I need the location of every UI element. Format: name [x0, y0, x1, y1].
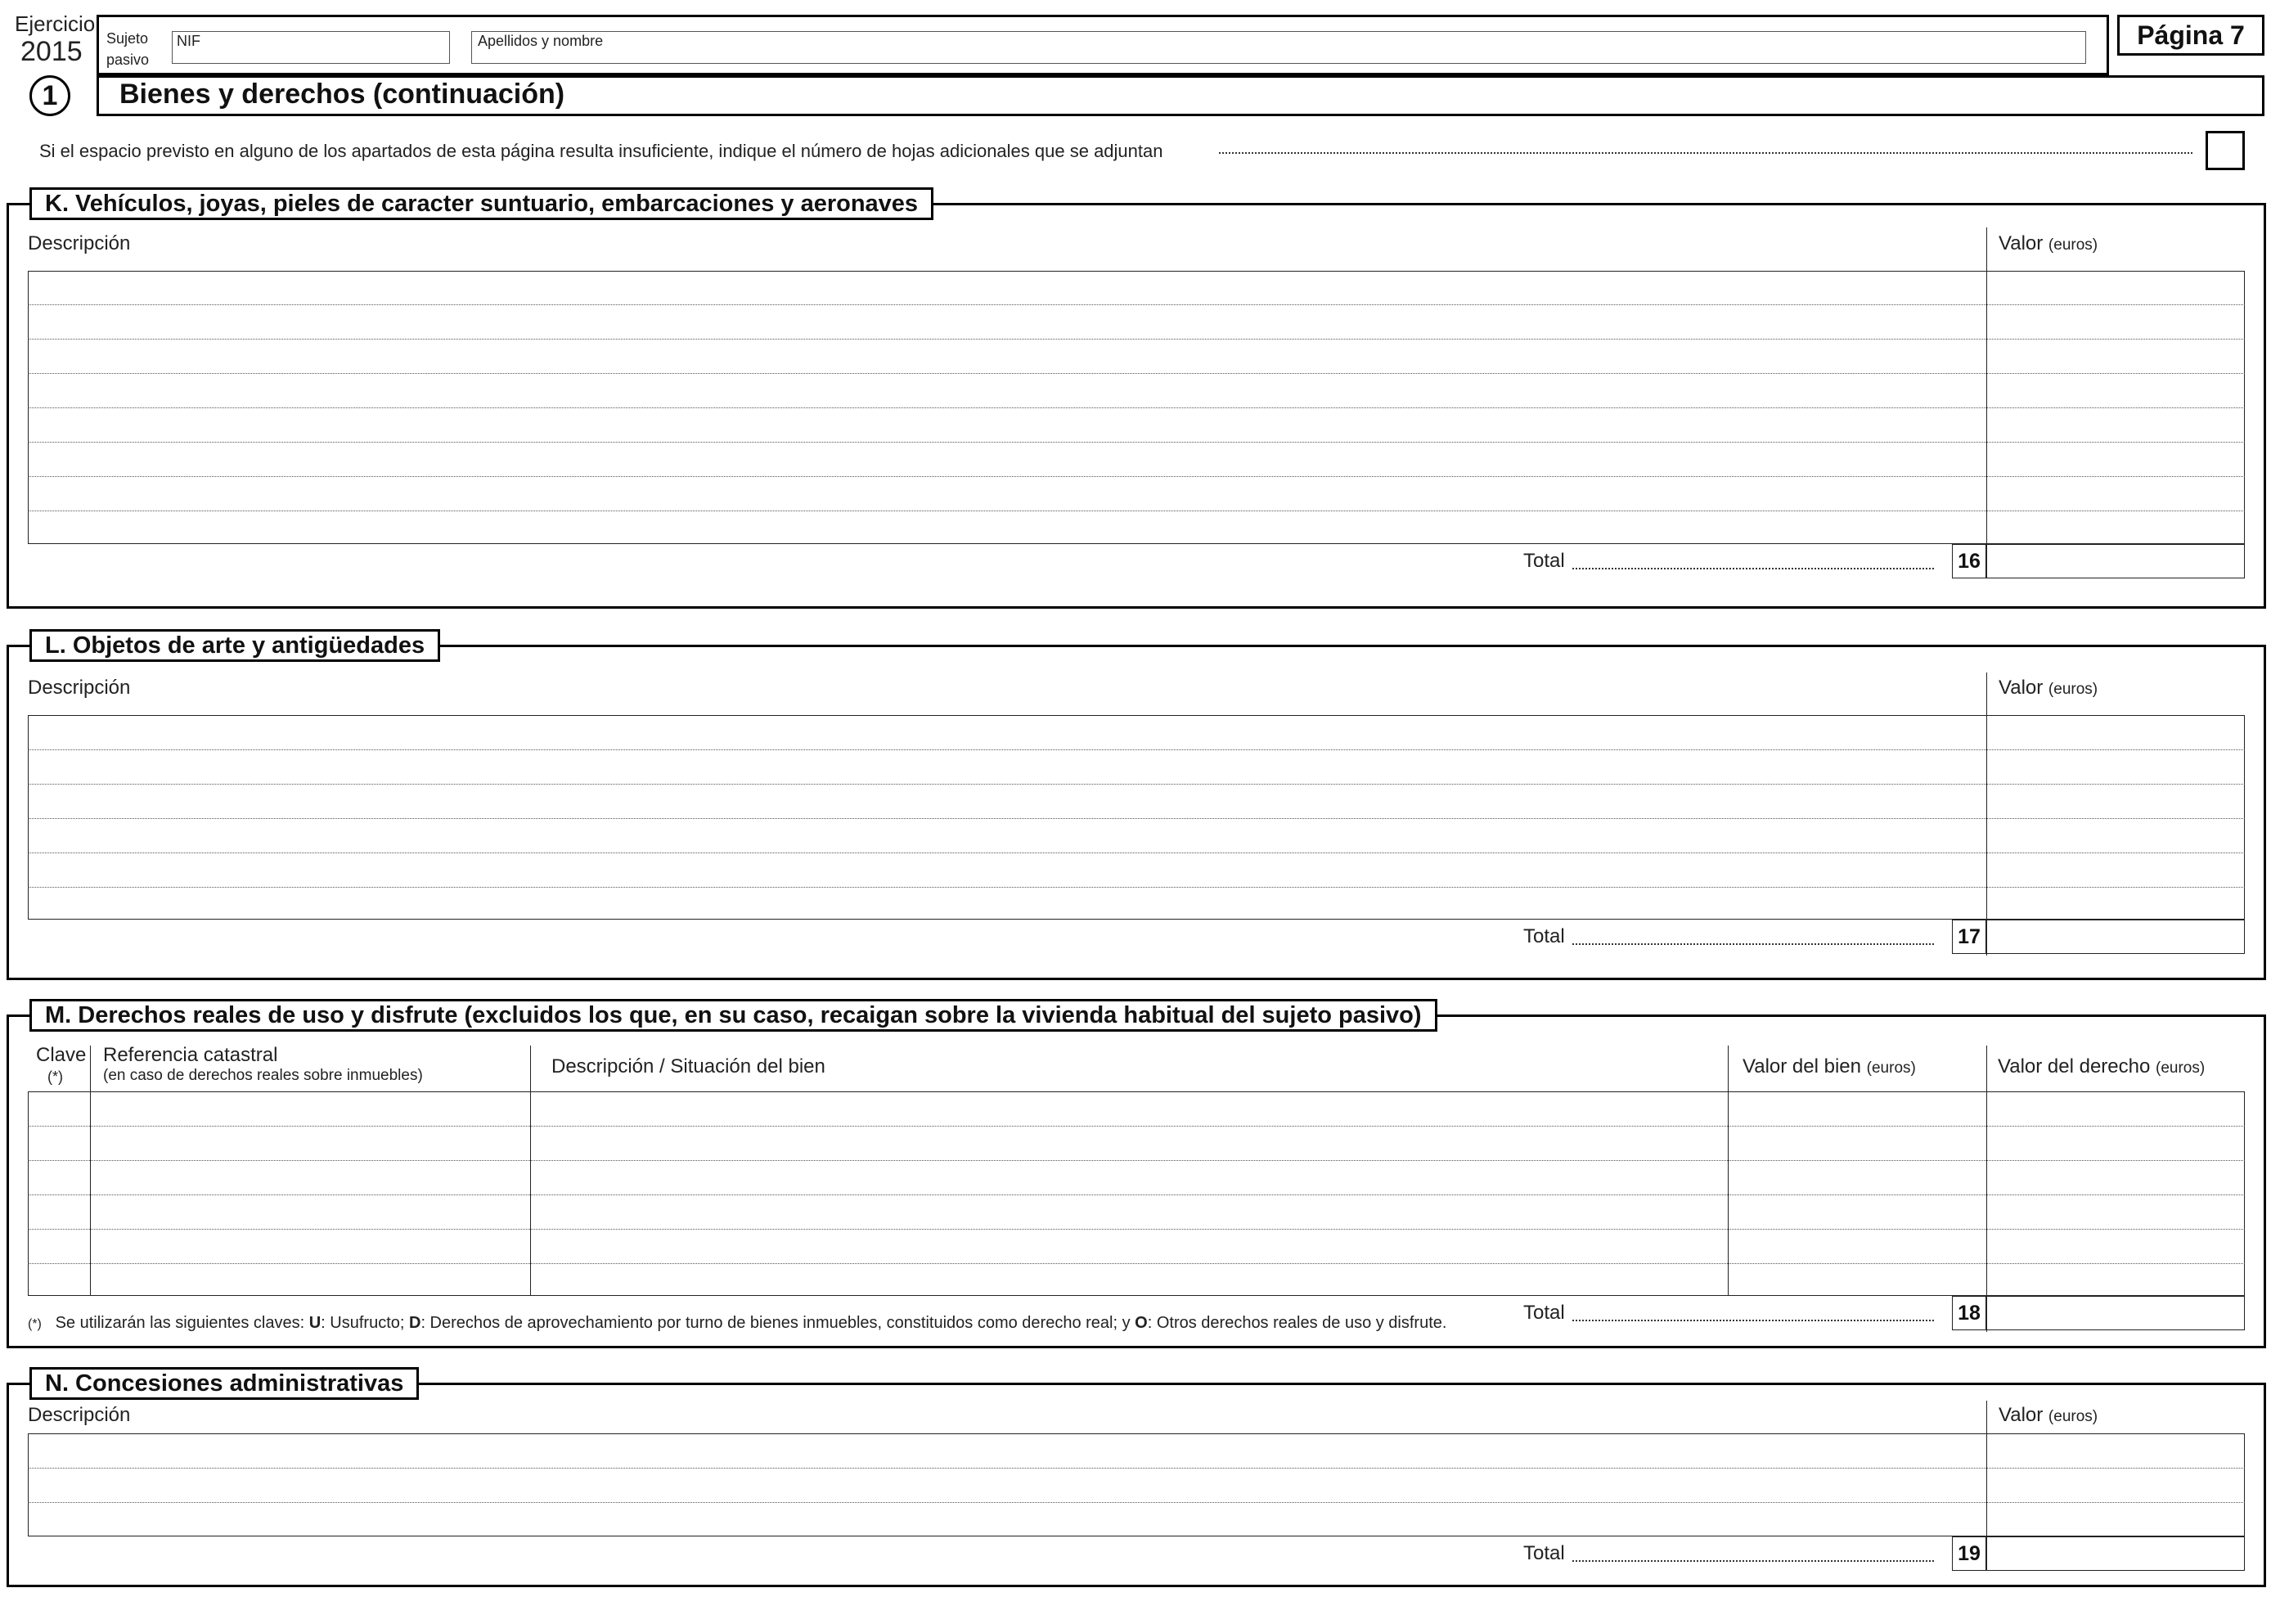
col-valor-derecho-label: Valor del derecho (euros)	[1998, 1055, 2206, 1077]
table-row[interactable]	[28, 1194, 2245, 1195]
apellidos-nombre-label: Apellidos y nombre	[478, 33, 604, 49]
table-row[interactable]	[28, 339, 2245, 340]
additional-sheets-notice: Si el espacio previsto en alguno de los apartados de esta página resulta insuficiente, indique el número de hojas adicionales que se adjuntan	[39, 141, 1163, 161]
section-m-title: M. Derechos reales de uso y disfrute (excluidos los que, en su caso, recaigan sobre la vivienda habitual del sujeto pasivo)	[29, 999, 1437, 1032]
nif-label: NIF	[177, 33, 200, 49]
col-valor-label: Valor (euros)	[1999, 1404, 2098, 1426]
table-row[interactable]	[28, 1160, 2245, 1161]
col-descripcion-label: Descripción	[28, 1404, 131, 1426]
table-row[interactable]	[28, 1502, 2245, 1503]
table-row[interactable]	[28, 887, 2245, 888]
table-row[interactable]	[28, 373, 2245, 374]
table-row[interactable]	[28, 1229, 2245, 1230]
table-row[interactable]	[28, 442, 2245, 443]
section-n-table[interactable]	[28, 1433, 2245, 1536]
section-l-title: L. Objetos de arte y antigüedades	[29, 629, 440, 662]
table-row[interactable]	[28, 1468, 2245, 1469]
section-l-table[interactable]	[28, 715, 2245, 920]
col-valor-label: Valor (euros)	[1999, 232, 2098, 254]
total-box-number: 16	[1952, 544, 1986, 578]
page-number: Página 7	[2117, 15, 2264, 56]
section-k-title: K. Vehículos, joyas, pieles de caracter suntuario, embarcaciones y aeronaves	[29, 187, 933, 220]
claves-footnote: (*) Se utilizarán las siguientes claves: U: Usufructo; D: Derechos de aprovechamiento por turno de bienes inmuebles, constituidos como derecho real; y O: Otros derechos reales de uso y disfrute.	[28, 1314, 1447, 1332]
section-n-title: N. Concesiones administrativas	[29, 1367, 419, 1400]
total-value-field[interactable]	[1986, 544, 2245, 578]
total-value-field[interactable]	[1986, 1296, 2245, 1330]
sujeto-pasivo-label: Sujeto pasivo	[106, 30, 150, 68]
total-label: Total	[1523, 550, 1565, 572]
total-label: Total	[1523, 1542, 1565, 1564]
total-label: Total	[1523, 1302, 1565, 1324]
col-descripcion-label: Descripción	[28, 232, 131, 254]
leader-dots	[1572, 1320, 1934, 1321]
table-row[interactable]	[28, 749, 2245, 750]
apellidos-nombre-field[interactable]	[471, 31, 2086, 64]
section-m-table[interactable]	[28, 1091, 2245, 1296]
table-row[interactable]	[28, 818, 2245, 819]
total-value-field[interactable]	[1986, 1536, 2245, 1571]
leader-dots	[1572, 943, 1934, 945]
col-referencia-sublabel: (en caso de derechos reales sobre inmuebles)	[103, 1067, 423, 1084]
col-valor-bien-label: Valor del bien (euros)	[1743, 1055, 1916, 1077]
page-title: Bienes y derechos (continuación)	[119, 79, 565, 110]
leader-dots	[1572, 1560, 1934, 1562]
col-referencia-label: Referencia catastral	[103, 1044, 278, 1066]
total-box-number: 17	[1952, 920, 1986, 954]
col-clave-note: (*)	[47, 1068, 63, 1085]
total-label: Total	[1523, 925, 1565, 947]
total-box-number: 18	[1952, 1296, 1986, 1330]
ejercicio-label: Ejercicio	[15, 11, 96, 36]
col-descripcion-situacion-label: Descripción / Situación del bien	[551, 1055, 825, 1077]
table-row[interactable]	[28, 852, 2245, 853]
additional-sheets-field[interactable]	[2206, 131, 2245, 170]
nif-field[interactable]	[172, 31, 450, 64]
table-row[interactable]	[28, 407, 2245, 408]
table-row[interactable]	[28, 1263, 2245, 1264]
table-row[interactable]	[28, 304, 2245, 305]
leader-dots	[1572, 568, 1934, 569]
ejercicio-year: 2015	[20, 36, 83, 67]
total-box-number: 19	[1952, 1536, 1986, 1571]
total-value-field[interactable]	[1986, 920, 2245, 954]
col-descripcion-label: Descripción	[28, 677, 131, 699]
col-valor-label: Valor (euros)	[1999, 677, 2098, 699]
leader-dots	[1219, 152, 2192, 154]
table-row[interactable]	[28, 1126, 2245, 1127]
col-clave-label: Clave	[36, 1044, 87, 1066]
table-row[interactable]	[28, 476, 2245, 477]
section-number-badge: 1	[29, 75, 70, 116]
table-row[interactable]	[28, 784, 2245, 785]
